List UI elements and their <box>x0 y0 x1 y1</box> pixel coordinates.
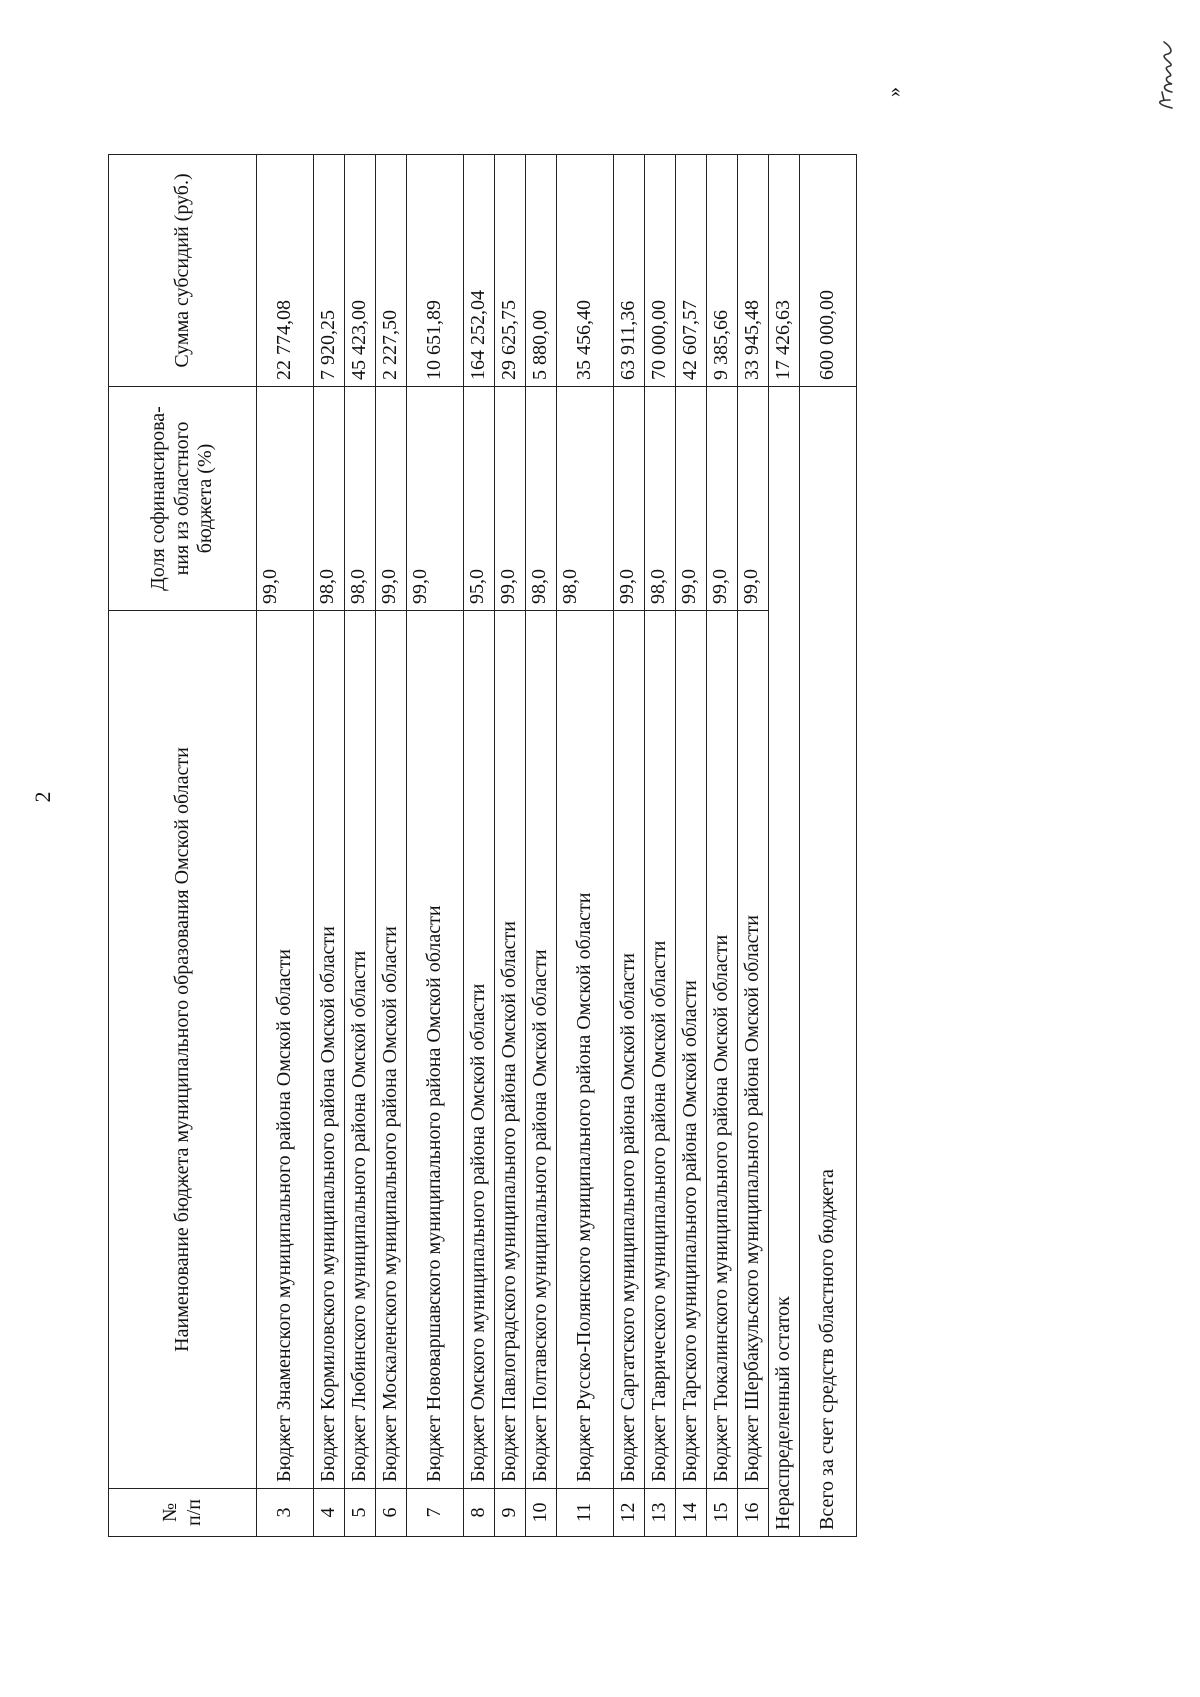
row-share: 95,0 <box>464 387 495 611</box>
row-number: 12 <box>614 1489 645 1537</box>
row-number: 15 <box>707 1489 738 1537</box>
unallocated-row <box>769 155 800 1537</box>
row-share: 98,0 <box>526 387 557 611</box>
table-row <box>738 155 769 1537</box>
row-number: 10 <box>526 1489 557 1537</box>
table-row <box>707 155 738 1537</box>
unallocated-sum: 17 426,63 <box>769 155 800 387</box>
page-number: 2 <box>30 791 55 803</box>
row-name: Бюджет Шербакульского муниципального района Омской области <box>738 611 769 1489</box>
row-name: Бюджет Москаленского муниципального района Омской области <box>376 611 407 1489</box>
row-share: 98,0 <box>314 387 345 611</box>
total-row <box>800 155 857 1537</box>
table-row <box>464 155 495 1537</box>
table-row <box>314 155 345 1537</box>
row-sum: 7 920,25 <box>314 155 345 387</box>
row-share: 99,0 <box>407 387 464 611</box>
row-sum: 33 945,48 <box>738 155 769 387</box>
row-sum: 70 000,00 <box>645 155 676 387</box>
row-share: 98,0 <box>557 387 614 611</box>
row-name: Бюджет Любинского муниципального района Омской области <box>345 611 376 1489</box>
row-number: 16 <box>738 1489 769 1537</box>
unallocated-label: Нераспределенный остаток <box>769 387 800 1537</box>
row-share: 99,0 <box>257 387 314 611</box>
row-name: Бюджет Кормиловского муниципального района Омской области <box>314 611 345 1489</box>
row-number: 11 <box>557 1489 614 1537</box>
table-row <box>614 155 645 1537</box>
table-row <box>645 155 676 1537</box>
row-share: 99,0 <box>707 387 738 611</box>
row-number: 3 <box>257 1489 314 1537</box>
row-share: 98,0 <box>345 387 376 611</box>
table-header-row <box>109 155 257 1537</box>
subsidy-table <box>108 154 857 1537</box>
row-sum: 164 252,04 <box>464 155 495 387</box>
header-share: Доля софинансирова-ния из областного бюджета (%) <box>109 387 257 611</box>
row-number: 8 <box>464 1489 495 1537</box>
table-row <box>345 155 376 1537</box>
row-share: 99,0 <box>676 387 707 611</box>
row-share: 99,0 <box>738 387 769 611</box>
table-row <box>407 155 464 1537</box>
total-label: Всего за счет средств областного бюджета <box>800 387 857 1537</box>
row-name: Бюджет Тарского муниципального района Омской области <box>676 611 707 1489</box>
table-row <box>676 155 707 1537</box>
row-sum: 22 774,08 <box>257 155 314 387</box>
row-share: 99,0 <box>614 387 645 611</box>
row-number: 6 <box>376 1489 407 1537</box>
row-number: 4 <box>314 1489 345 1537</box>
row-sum: 2 227,50 <box>376 155 407 387</box>
row-name: Бюджет Тюкалинского муниципального района Омской области <box>707 611 738 1489</box>
row-name: Бюджет Саргатского муниципального района Омской области <box>614 611 645 1489</box>
row-number: 14 <box>676 1489 707 1537</box>
row-name: Бюджет Полтавского муниципального района Омской области <box>526 611 557 1489</box>
row-sum: 9 385,66 <box>707 155 738 387</box>
row-name: Бюджет Павлоградского муниципального района Омской области <box>495 611 526 1489</box>
table-row <box>526 155 557 1537</box>
row-name: Бюджет Русско-Полянского муниципального района Омской области <box>557 611 614 1489</box>
row-sum: 10 651,89 <box>407 155 464 387</box>
row-name: Бюджет Таврического муниципального района Омской области <box>645 611 676 1489</box>
row-number: 9 <box>495 1489 526 1537</box>
row-sum: 63 911,36 <box>614 155 645 387</box>
row-name: Бюджет Омского муниципального района Омской области <box>464 611 495 1489</box>
row-sum: 42 607,57 <box>676 155 707 387</box>
row-number: 5 <box>345 1489 376 1537</box>
header-name: Наименование бюджета муниципального образования Омской области <box>109 611 257 1489</box>
table-row <box>495 155 526 1537</box>
table-row <box>557 155 614 1537</box>
row-sum: 45 423,00 <box>345 155 376 387</box>
row-sum: 29 625,75 <box>495 155 526 387</box>
row-number: 13 <box>645 1489 676 1537</box>
row-share: 98,0 <box>645 387 676 611</box>
row-name: Бюджет Нововаршавского муниципального района Омской области <box>407 611 464 1489</box>
total-sum: 600 000,00 <box>800 155 857 387</box>
closing-quote-mark: » <box>883 87 905 97</box>
handwritten-initials-signature <box>1150 40 1180 112</box>
row-sum: 5 880,00 <box>526 155 557 387</box>
table-row <box>376 155 407 1537</box>
row-share: 99,0 <box>495 387 526 611</box>
row-number: 7 <box>407 1489 464 1537</box>
table-row <box>257 155 314 1537</box>
row-sum: 35 456,40 <box>557 155 614 387</box>
header-number: № п/п <box>109 1489 257 1537</box>
row-name: Бюджет Знаменского муниципального района Омской области <box>257 611 314 1489</box>
header-sum: Сумма субсидий (руб.) <box>109 155 257 387</box>
table-body <box>257 155 857 1537</box>
row-share: 99,0 <box>376 387 407 611</box>
